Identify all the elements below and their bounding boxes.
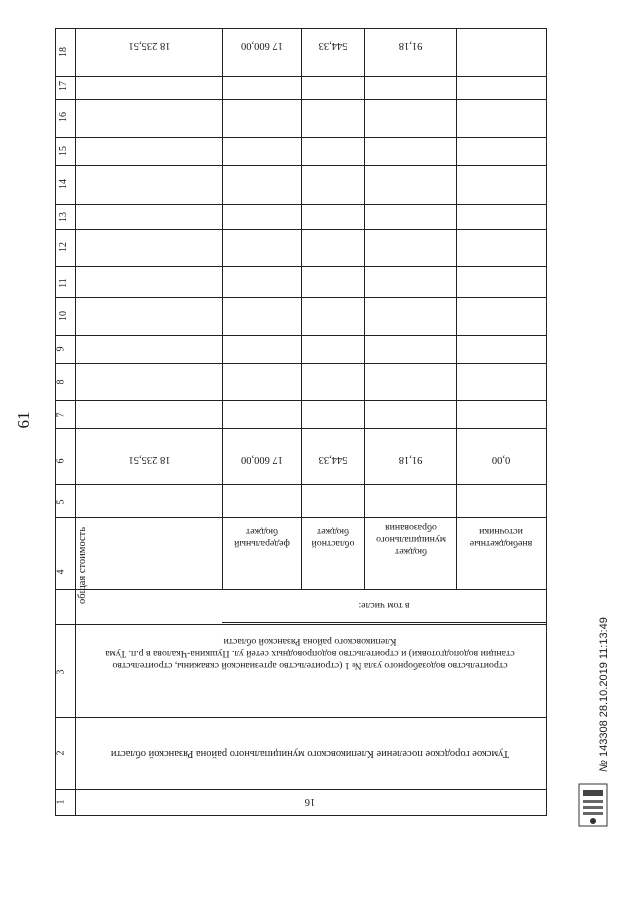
page-number: 61	[14, 411, 33, 429]
including-label: в том числе:	[358, 600, 410, 611]
col-number-18: 18	[58, 47, 69, 57]
registration-stamp-icon	[575, 780, 611, 830]
federal-budget-label: федеральный бюджет	[234, 526, 290, 549]
col-number-1: 1	[55, 799, 67, 805]
col-number-16: 16	[58, 112, 69, 122]
col-number-13: 13	[58, 212, 69, 222]
col6-regional: 544,33	[318, 454, 348, 465]
col-number-3: 3	[55, 669, 67, 675]
registration-number: 143308	[598, 720, 610, 758]
col-number-8: 8	[55, 379, 67, 385]
regional-budget-label: областной бюджет	[311, 526, 355, 549]
col-number-15: 15	[58, 146, 69, 156]
registration-prefix: №	[598, 760, 610, 772]
col18-regional: 544,33	[318, 40, 348, 51]
col-number-17: 17	[58, 81, 69, 91]
row-number: 16	[304, 796, 316, 807]
col-number-6: 6	[55, 458, 67, 464]
col-number-2: 2	[55, 750, 67, 756]
project-line-2: станции водоподготовки) и строительство водопроводных сетей ул. Пушкина-Чкалова в р.п. Тума	[105, 648, 515, 659]
col6-federal: 17 600,00	[241, 454, 283, 465]
project-description	[76, 635, 544, 671]
total-cost-label: общая стоимость	[77, 527, 88, 604]
col6-total: 18 235,51	[128, 454, 171, 465]
col-number-5: 5	[55, 499, 67, 505]
col-number-7: 7	[55, 412, 67, 418]
col-number-14: 14	[58, 179, 69, 189]
registration-stamp-text	[598, 617, 610, 772]
budget-table	[55, 28, 547, 816]
col18-municipal: 91,18	[398, 40, 423, 51]
col-number-4: 4	[55, 569, 67, 575]
project-line-3: Клепиковского района Рязанской области	[223, 636, 397, 647]
col-number-12: 12	[58, 242, 69, 252]
col-number-11: 11	[57, 278, 69, 288]
municipal-budget-label: бюджет муниципального образования	[376, 522, 446, 557]
col-number-9: 9	[55, 346, 67, 352]
settlement-name: Тумское городское поселение Клепиковского муниципального района Рязанской области	[110, 748, 510, 759]
col-number-10: 10	[58, 311, 69, 321]
col18-federal: 17 600,00	[241, 40, 283, 51]
col6-municipal: 91,18	[398, 454, 423, 465]
registration-datetime: 28.10.2019 11:13:49	[598, 617, 610, 718]
project-line-1: строительство водозаборного узла № 1 (строительство артезианской скважины, строительство	[112, 660, 508, 671]
extrabudget-label: внебюджетные источники	[469, 526, 533, 549]
col18-total: 18 235,51	[128, 40, 171, 51]
col6-extrabudget: 0,00	[491, 454, 511, 465]
